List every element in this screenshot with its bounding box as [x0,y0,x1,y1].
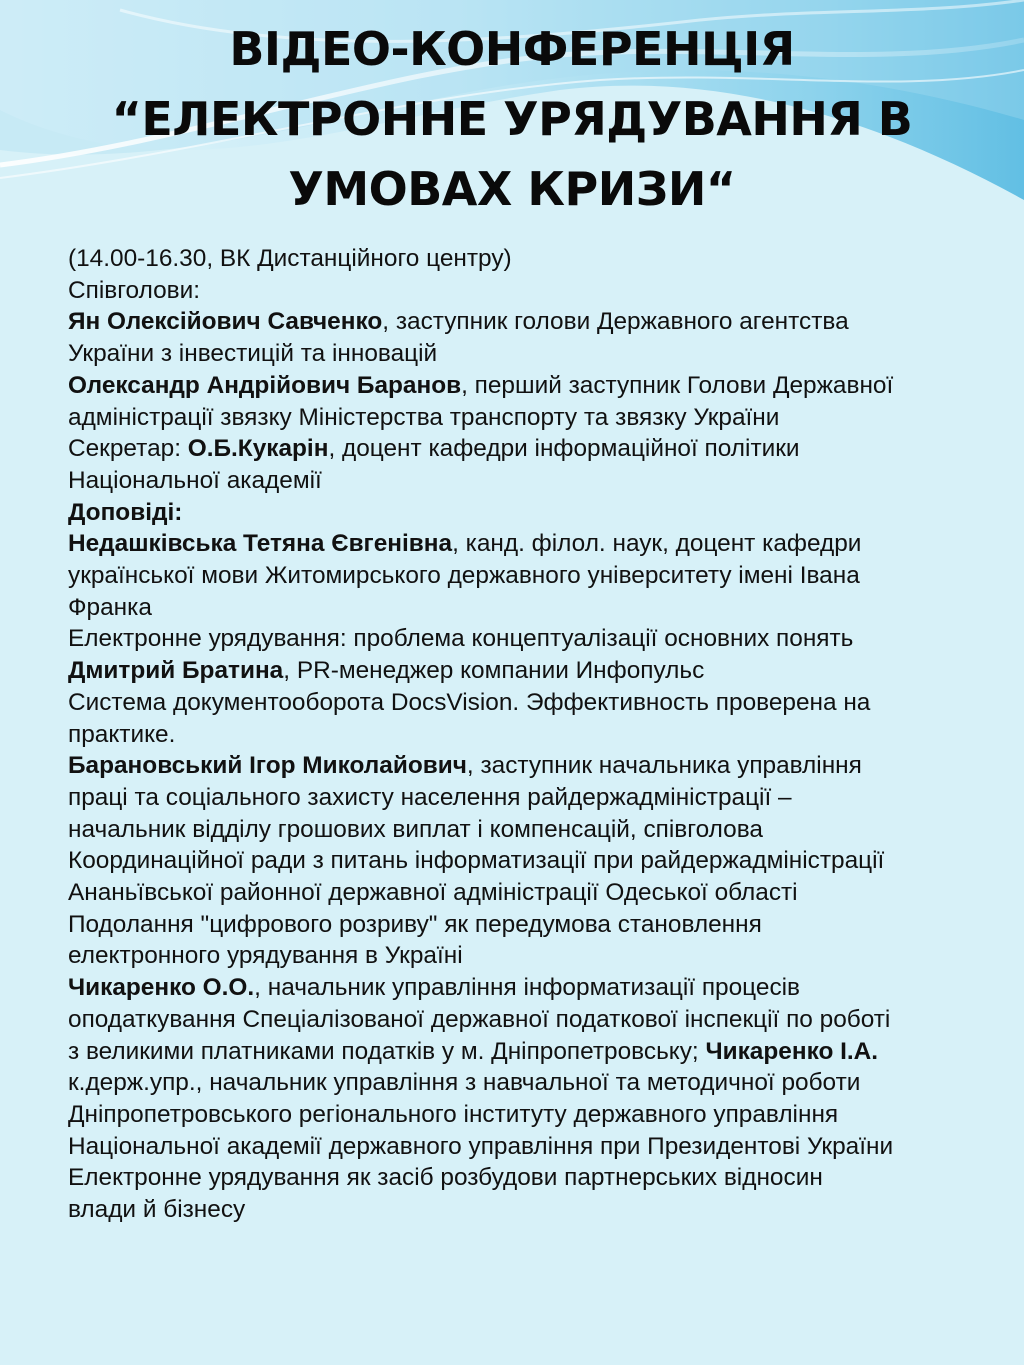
line-text: начальник відділу грошових виплат і компенсацій, співголова [68,815,763,843]
title-line-3: УМОВАХ КРИЗИ“ [288,162,736,216]
text-line [68,560,978,592]
line-text: електронного урядування в Україні [68,942,463,970]
line-text: Національної академії [68,466,322,494]
text-line [68,1194,978,1226]
speaker-name: Чикаренко О.О. [68,974,255,1002]
line-text: праці та соціального захисту населення райдержадміністрації – [68,783,792,811]
text-line [68,940,978,972]
line-text: України з інвестицій та інновацій [68,340,438,368]
text-line [68,719,978,751]
speaker-name: Доповіді: [68,498,183,526]
speaker-name: Дмитрий Братина [68,657,284,685]
text-line [68,814,978,846]
text-line [68,845,978,877]
line-text: , заступник голови Державного агентства [382,308,849,336]
text-line [68,1131,978,1163]
speaker-name: О.Б.Кукарін [187,435,329,463]
line-text: Система документооборота DocsVision. Эффективность проверена на [68,688,871,716]
text-line [68,433,978,465]
speaker-name: Ян Олексійович Савченко [68,308,383,336]
text-line [68,1099,978,1131]
text-line [68,782,978,814]
line-text: української мови Житомирського державного університету імені Івана [68,562,860,590]
text-line [68,402,978,434]
line-text: Франка [68,593,152,621]
line-text: практике. [68,720,176,748]
line-text: к.держ.упр., начальник управління з навчальної та методичної роботи [68,1069,861,1097]
line-text: Співголови: [68,276,201,304]
text-line [68,687,978,719]
speaker-name: Недашківська Тетяна Євгенівна [68,530,453,558]
text-line [68,497,978,529]
line-text: Дніпропетровського регіонального інституту державного управління [68,1100,839,1128]
text-line [68,909,978,941]
text-line [68,370,978,402]
line-text: , перший заступник Голови Державної [461,371,894,399]
text-line [68,623,978,655]
text-line [68,750,978,782]
line-text: адміністрації звязку Міністерства транспорту та звязку України [68,403,780,431]
line-text: Електронне урядування як засіб розбудови партнерських відносин [68,1164,823,1192]
text-line [68,592,978,624]
text-line [68,275,978,307]
line-text: влади й бізнесу [68,1196,246,1224]
line-text: Координаційної ради з питань інформатизації при райдержадміністрації [68,847,885,875]
line-text: оподаткування Спеціалізованої державної податкової інспекції по роботі [68,1005,891,1033]
text-line [68,1162,978,1194]
program-text [68,243,978,1226]
text-line [68,1036,978,1068]
speaker-name: Барановський Ігор Миколайович [68,752,467,780]
text-line [68,877,978,909]
text-line [68,243,978,275]
title-line-2: “ЕЛЕКТРОННЕ УРЯДУВАННЯ В [111,92,913,146]
page-title [40,14,984,224]
speaker-name: Чикаренко І.А. [705,1037,879,1065]
title-line-1: ВІДЕО-КОНФЕРЕНЦІЯ [229,22,795,76]
line-text: Секретар: [68,435,188,463]
text-line [68,972,978,1004]
speaker-name: Олександр Андрійович Баранов [68,371,462,399]
line-text: , заступник начальника управління [466,752,862,780]
text-line [68,1004,978,1036]
line-text: , доцент кафедри інформаційної політики [328,435,800,463]
line-text: , PR-менеджер компании Инфопульс [283,657,705,685]
text-line [68,465,978,497]
line-text: (14.00-16.30, ВК Дистанційного центру) [68,245,512,272]
line-text: , канд. філол. наук, доцент кафедри [452,530,862,558]
text-line [68,338,978,370]
line-text: з великими платниками податків у м. Дніпропетровську; [68,1037,706,1065]
line-text: Ананьївської районної державної адміністрації Одеської області [68,879,798,907]
line-text: Національної академії державного управління при Президентові України [68,1132,894,1160]
line-text: Електронне урядування: проблема концептуалізації основних понять [68,625,854,653]
line-text: , начальник управління інформатизації процесів [254,974,801,1002]
text-line [68,655,978,687]
text-line [68,306,978,338]
line-text: Подолання "цифрового розриву" як передумова становлення [68,910,762,938]
text-line [68,528,978,560]
text-line [68,1067,978,1099]
